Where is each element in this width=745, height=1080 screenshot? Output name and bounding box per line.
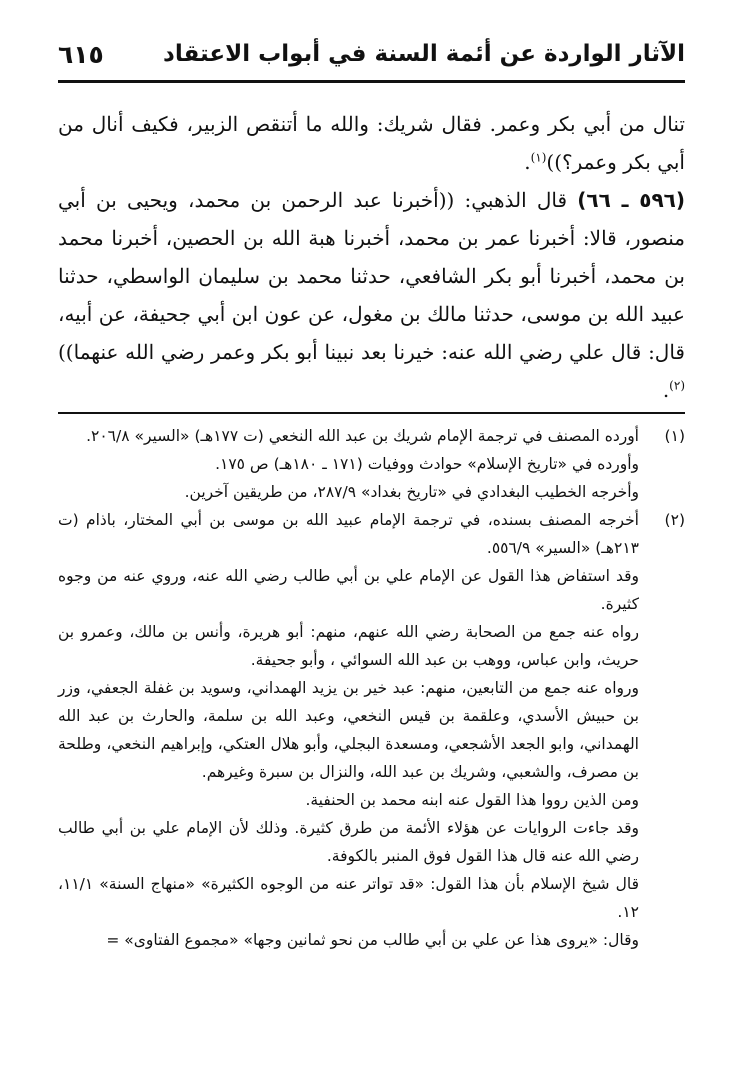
footnotes: [58, 422, 685, 954]
paragraph-1: تنال من أبي بكر وعمر. فقال شريك: والله ما أتنقص الزبير، فكيف أنال من أبي بكر وعمر؟))$^{(١)}$.: [58, 112, 685, 174]
footnote-line: وقال: «يروى هذا عن علي بن أبي طالب من نحو ثمانين وجها» «مجموع الفتاوى» =: [106, 931, 639, 949]
footnote-line: أخرجه المصنف بسنده، في ترجمة الإمام عبيد الله بن موسى بن أبي المختار، باذام (ت ٢١٣هـ) «السير» ٥٥٦/٩.: [58, 511, 639, 557]
footnote-line: أورده المصنف في ترجمة الإمام شريك بن عبد الله النخعي (ت ١٧٧هـ) «السير» ٢٠٦/٨.: [86, 427, 639, 445]
footnote-line: ورواه عنه جمع من التابعين، منهم: عبد خير بن يزيد الهمداني، وسويد بن غفلة الجعفي، وزر بن حبيش الأسدي، وعلقمة بن قيس النخعي، وعبد الله بن سلمة، والحارث بن عبد الله الهمداني، وابو الجعد الأشجعي، ومسعدة البجلي، وأبو هلال العتكي، وإبراهيم النخعي، وطلحة بن مصرف، والشعبي، وشريك بن عبد الله، والنزال بن سبرة وغيرهم.: [58, 679, 639, 781]
footnote-line: وأخرجه الخطيب البغدادي في «تاريخ بغداد» ٢٨٧/٩، من طريقين آخرين.: [184, 483, 639, 501]
footnote-line: قال شيخ الإسلام بأن هذا القول: «قد تواتر عنه من الوجوه الكثيرة» «منهاج السنة» ١١/١، ١٢.: [58, 875, 639, 921]
athar-number: (٥٩٦ ـ ٦٦): [577, 188, 686, 212]
footnote-line: وقد جاءت الروايات عن هؤلاء الأئمة من طرق كثيرة. وذلك لأن الإمام علي بن أبي طالب رضي الله عنه قال هذا القول فوق المنبر بالكوفة.: [58, 819, 639, 865]
footnote-number: (٢): [664, 511, 685, 529]
paragraph-2: (٥٩٦ ـ ٦٦) قال الذهبي: ((أخبرنا عبد الرحمن بن محمد، ويحيى بن أبي منصور، قالا: أخبرنا عمر بن محمد، أخبرنا هبة الله بن الحصين، أخبرنا محمد بن محمد، أخبرنا أبو بكر الشافعي، حدثنا محمد بن سليمان الواسطي، حدثنا عبيد الله بن موسى، حدثنا مالك بن مغول، عن عون ابن أبي جحيفة، عن أبيه، قال: قال علي رضي الله عنه: خيرنا بعد نبينا أبو بكر وعمر رضي الله عنهما))$^{(٢)}$.: [58, 188, 686, 402]
footnote-divider: [58, 412, 685, 414]
footnote-body: [58, 422, 639, 506]
footnote-line: ومن الذين رووا هذا القول عنه ابنه محمد بن الحنفية.: [305, 791, 639, 809]
footnote-line: وقد استفاض هذا القول عن الإمام علي بن أبي طالب رضي الله عنه، وروي عنه من وجوه كثيرة.: [58, 567, 639, 613]
main-text: [58, 105, 685, 409]
running-title: الآثار الواردة عن أئمة السنة في أبواب الاعتقاد: [163, 41, 685, 67]
page-header: [58, 28, 685, 83]
page-number: ٦١٥: [58, 39, 104, 69]
paragraph-2-text: قال الذهبي: ((أخبرنا عبد الرحمن بن محمد، ويحيى بن أبي منصور، قالا: أخبرنا عمر بن محمد، أخبرنا هبة الله بن الحصين، أخبرنا محمد بن محمد، أخبرنا أبو بكر الشافعي، حدثنا محمد بن سليمان الواسطي، حدثنا عبيد الله بن موسى، حدثنا مالك بن مغول، عن عون ابن أبي جحيفة، عن أبيه، قال: قال علي رضي الله عنه: خيرنا بعد نبينا أبو بكر وعمر رضي الله عنهما)): [58, 188, 685, 364]
footnote-number: (١): [664, 427, 685, 445]
footnote-2: [58, 506, 685, 954]
footnote-ref-2: (٢): [669, 378, 685, 393]
footnote-body: [58, 506, 639, 954]
footnote-line: رواه عنه جمع من الصحابة رضي الله عنهم، منهم: أبو هريرة، وأنس بن مالك، وعمرو بن حريث، وابن عباس، ووهب بن عبد الله السوائي ، وأبو جحيفة.: [58, 623, 639, 669]
footnote-1: [58, 422, 685, 506]
footnote-line: وأورده في «تاريخ الإسلام» حوادث ووفيات (١٧١ ـ ١٨٠هـ) ص ١٧٥.: [215, 455, 639, 473]
paragraph-1-text: تنال من أبي بكر وعمر. فقال شريك: والله ما أتنقص الزبير، فكيف أنال من أبي بكر وعمر؟)): [58, 112, 685, 174]
footnote-ref-1: (١): [530, 150, 547, 165]
